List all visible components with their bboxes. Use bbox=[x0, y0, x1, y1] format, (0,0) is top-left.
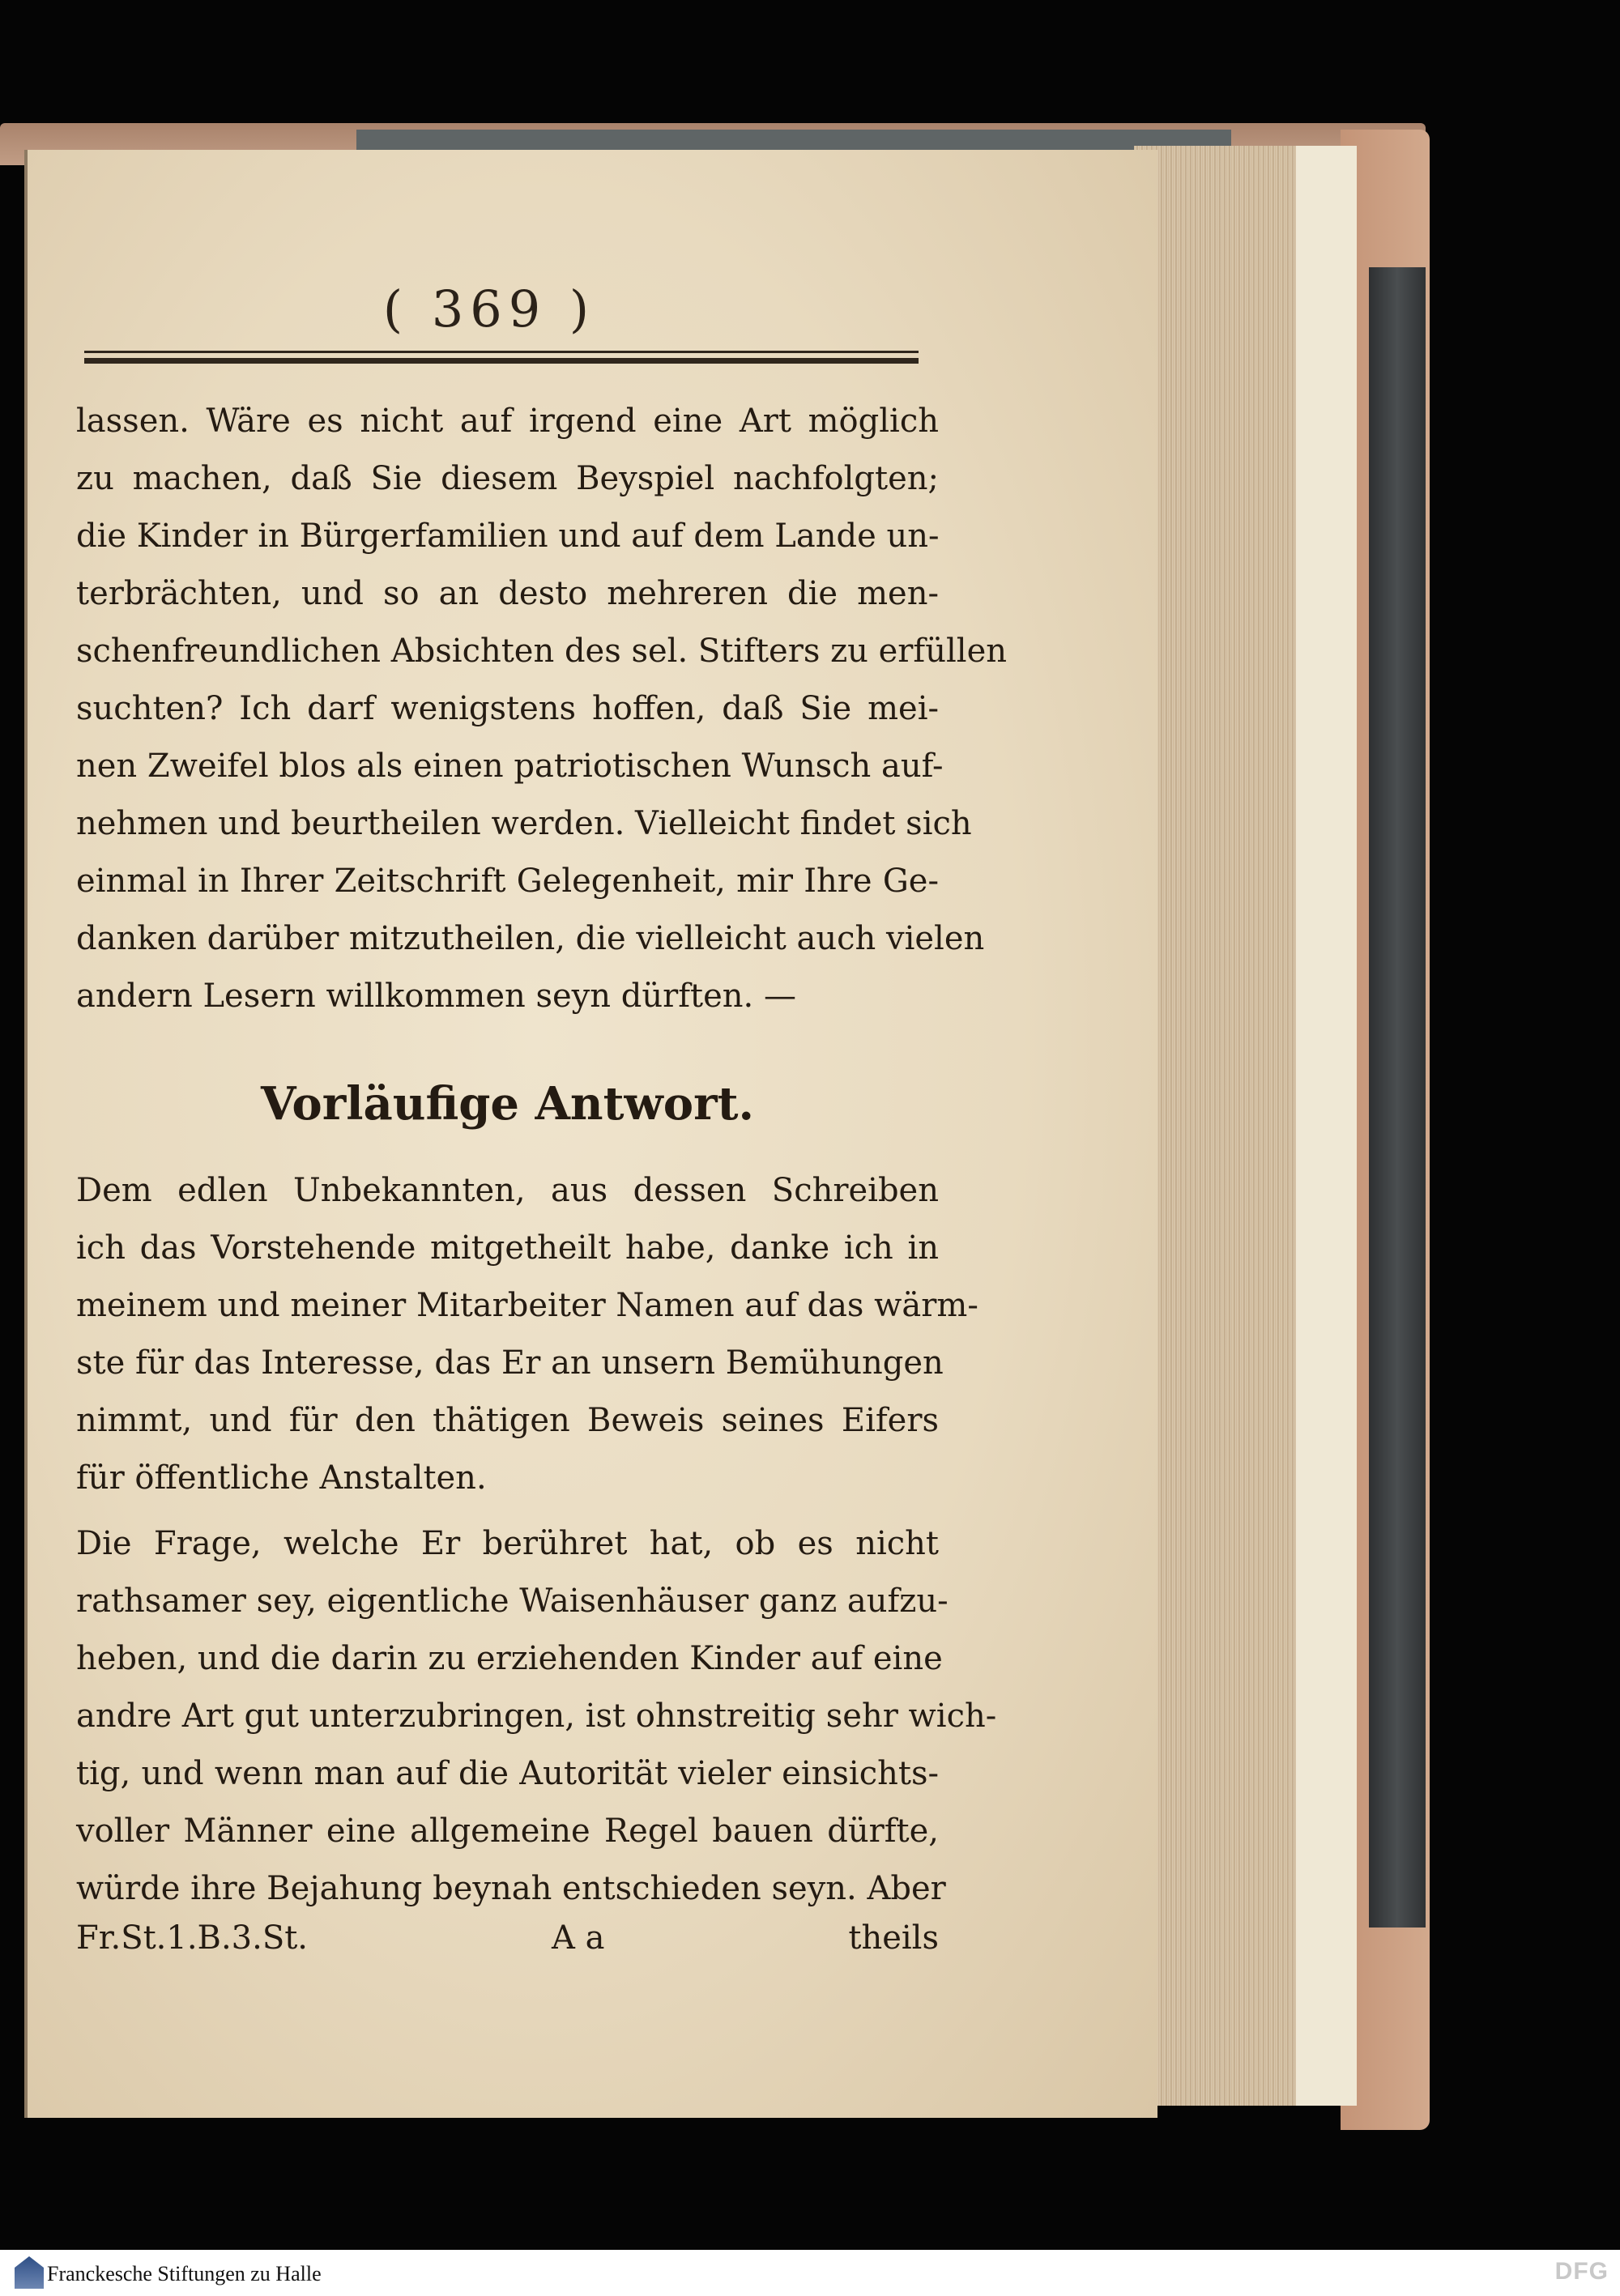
institution-name: Franckesche Stiftungen zu Halle bbox=[47, 2262, 322, 2285]
text-line: danken darüber mitzutheilen, die vielleicht auch vielen bbox=[76, 920, 985, 957]
flyleaf bbox=[1296, 146, 1357, 2106]
text-line: Dem edlen Unbekannten, aus dessen Schreiben bbox=[76, 1172, 939, 1209]
book-page bbox=[24, 150, 1157, 2118]
text-line: für öffentliche Anstalten. bbox=[76, 1459, 487, 1497]
signature-line bbox=[76, 1919, 939, 1957]
text-line: lassen. Wäre es nicht auf irgend eine Art möglich bbox=[76, 403, 939, 440]
text-line: rathsamer sey, eigentliche Waisenhäuser ganz aufzu- bbox=[76, 1582, 949, 1620]
page-text bbox=[76, 393, 1008, 1918]
dfg-logo: DFG bbox=[1554, 2258, 1609, 2285]
institution-logo-icon bbox=[15, 2256, 44, 2289]
text-line: andern Lesern willkommen seyn dürften. — bbox=[76, 978, 796, 1015]
text-line: schenfreundlichen Absichten des sel. Stifters zu erfüllen bbox=[76, 633, 1008, 670]
text-line: suchten? Ich darf wenigstens hoffen, daß Sie mei- bbox=[76, 690, 939, 727]
text-line: terbrächten, und so an desto mehreren die men- bbox=[76, 575, 939, 612]
text-line: ste für das Interesse, das Er an unsern Bemühungen bbox=[76, 1344, 944, 1382]
text-line: andre Art gut unterzubringen, ist ohnstreitig sehr wich- bbox=[76, 1698, 997, 1735]
signature-mark: Fr.St.1.B.3.St. bbox=[76, 1919, 309, 1957]
text-line: heben, und die darin zu erziehenden Kinder auf eine bbox=[76, 1640, 943, 1677]
book-board bbox=[1369, 267, 1426, 1928]
text-line: meinem und meiner Mitarbeiter Namen auf das wärm- bbox=[76, 1287, 978, 1324]
viewer-footer bbox=[0, 2250, 1620, 2296]
text-line: die Kinder in Bürgerfamilien und auf dem Lande un- bbox=[76, 518, 940, 555]
text-line: würde ihre Bejahung beynah entschieden seyn. Aber bbox=[76, 1870, 946, 1907]
text-line: tig, und wenn man auf die Autorität vieler einsichts- bbox=[76, 1755, 939, 1792]
catchword: theils bbox=[848, 1919, 939, 1957]
text-line: zu machen, daß Sie diesem Beyspiel nachfolgten; bbox=[76, 460, 939, 497]
text-line: ich das Vorstehende mitgetheilt habe, danke ich in bbox=[76, 1229, 939, 1267]
page-number: ( 369 ) bbox=[382, 279, 596, 339]
text-line: nehmen und beurtheilen werden. Vielleicht findet sich bbox=[76, 805, 972, 842]
section-heading: Vorläufige Antwort. bbox=[261, 1077, 754, 1131]
header-rule-thin bbox=[84, 351, 919, 353]
text-line: einmal in Ihrer Zeitschrift Gelegenheit, mir Ihre Ge- bbox=[76, 863, 939, 900]
sheet-signature: A a bbox=[551, 1919, 605, 1957]
text-line: Die Frage, welche Er berühret hat, ob es nicht bbox=[76, 1525, 939, 1562]
header-rule-thick bbox=[84, 358, 919, 364]
text-line: nen Zweifel blos als einen patriotischen Wunsch auf- bbox=[76, 748, 944, 785]
paragraph-2 bbox=[76, 1515, 997, 1918]
text-line: nimmt, und für den thätigen Beweis seines Eifers bbox=[76, 1402, 939, 1439]
paragraph-1 bbox=[76, 1162, 978, 1507]
paragraph-gap bbox=[76, 1507, 939, 1515]
text-line: voller Männer eine allgemeine Regel bauen dürfte, bbox=[76, 1813, 939, 1850]
letter-ending bbox=[76, 393, 1008, 1025]
book-spine-band bbox=[356, 130, 1231, 152]
